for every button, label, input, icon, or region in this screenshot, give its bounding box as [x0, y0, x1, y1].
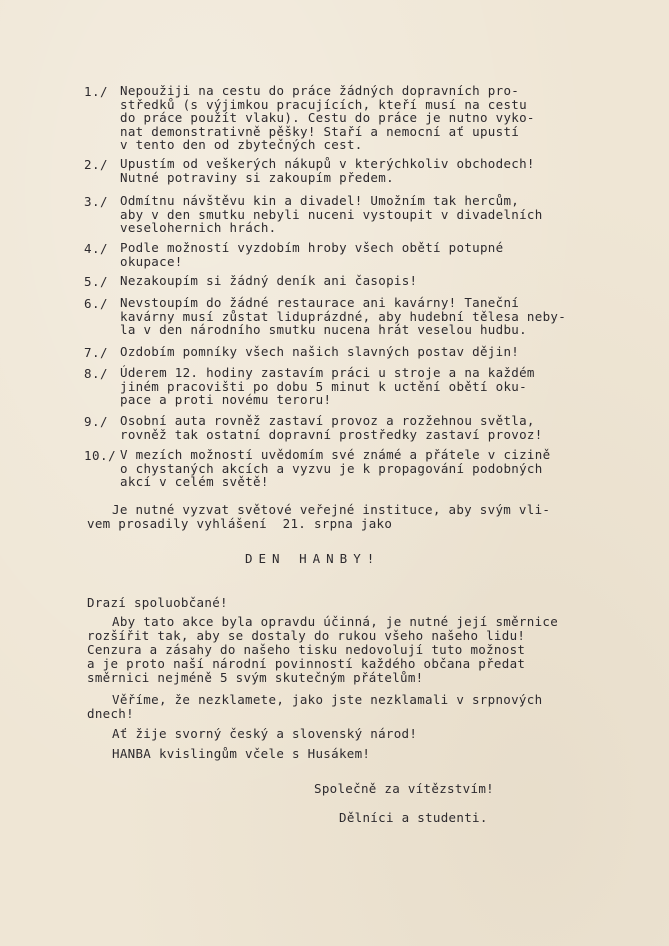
salutation: Drazí spoluobčané!: [87, 595, 228, 610]
body-line-4: a je proto naší národní povinností každého občana předat: [87, 656, 526, 671]
closing-line-1: Společně za vítězstvím!: [314, 781, 494, 796]
signature-line: Dělníci a studenti.: [339, 810, 488, 825]
slogan-line-1: Ať žije svorný český a slovenský národ!: [112, 726, 418, 741]
body-line-1: Aby tato akce byla opravdu účinná, je nutné její směrnice: [112, 614, 559, 629]
slogan-line-2: HANBA kvislingům včele s Husákem!: [112, 746, 371, 761]
item-number: 5./: [84, 274, 109, 289]
item-number: 10./: [84, 448, 117, 463]
item-text: Nezakoupím si žádný deník ani časopis!: [120, 273, 418, 288]
item-number: 2./: [84, 157, 109, 172]
item-number: 9./: [84, 414, 109, 429]
body-line-2: rozšířit tak, aby se dostaly do rukou všeho našeho lidu!: [87, 628, 526, 643]
intro-line-2: vem prosadily vyhlášení 21. srpna jako: [87, 516, 393, 531]
item-text: Nepoužiji na cestu do práce žádných dopravních pro- středků (s výjimkou pracujících, kteří musí na cestu do práce použít vlaku). Cestu do práce je nutno vyko- nat demonstrativně pěšky! Staří a nemocní ať upustí v tento den od zbytečných cest.: [120, 83, 535, 152]
item-text: Upustím od veškerých nákupů v kterýchkoliv obchodech! Nutné potraviny si zakoupím předem.: [120, 156, 535, 185]
item-number: 6./: [84, 296, 109, 311]
item-number: 3./: [84, 194, 109, 209]
item-number: 1./: [84, 84, 109, 99]
page-title: DEN HANBY!: [245, 551, 381, 566]
believe-line-1: Věříme, že nezklamete, jako jste nezklamali v srpnových: [112, 692, 543, 707]
item-text: Odmítnu návštěvu kin a divadel! Umožním tak hercům, aby v den smutku nebyli nuceni vystoupit v divadelních veselohernich hrách.: [120, 193, 543, 235]
body-line-5: směrnici nejméně 5 svým skutečným přátelům!: [87, 670, 424, 685]
item-number: 8./: [84, 366, 109, 381]
item-number: 7./: [84, 345, 109, 360]
intro-line-1: Je nutné vyzvat světové veřejné instituce, aby svým vli-: [112, 502, 551, 517]
item-text: Ozdobím pomníky všech našich slavných postav dějin!: [120, 344, 520, 359]
believe-line-2: dnech!: [87, 706, 134, 721]
item-text: V mezích možností uvědomím své známé a přátele v cizině o chystaných akcích a vyzvu je k propagování podobných akcí v celém světě!: [120, 447, 551, 489]
item-text: Nevstoupím do žádné restaurace ani kavárny! Taneční kavárny musí zůstat liduprázdné, aby hudební tělesa neby- la v den národního smutku nucena hrát veselou hudbu.: [120, 295, 567, 337]
item-text: Osobní auta rovněž zastaví provoz a rozžehnou světla, rovněž tak ostatní dopravní prostředky zastaví provoz!: [120, 413, 543, 442]
body-line-3: Cenzura a zásahy do našeho tisku nedovolují tuto možnost: [87, 642, 526, 657]
item-text: Podle možností vyzdobím hroby všech obětí potupné okupace!: [120, 240, 504, 269]
item-text: Úderem 12. hodiny zastavím práci u stroje a na každém jiném pracovišti po dobu 5 minut k uctění obětí oku- pace a proti novému teroru!: [120, 365, 535, 407]
item-number: 4./: [84, 241, 109, 256]
